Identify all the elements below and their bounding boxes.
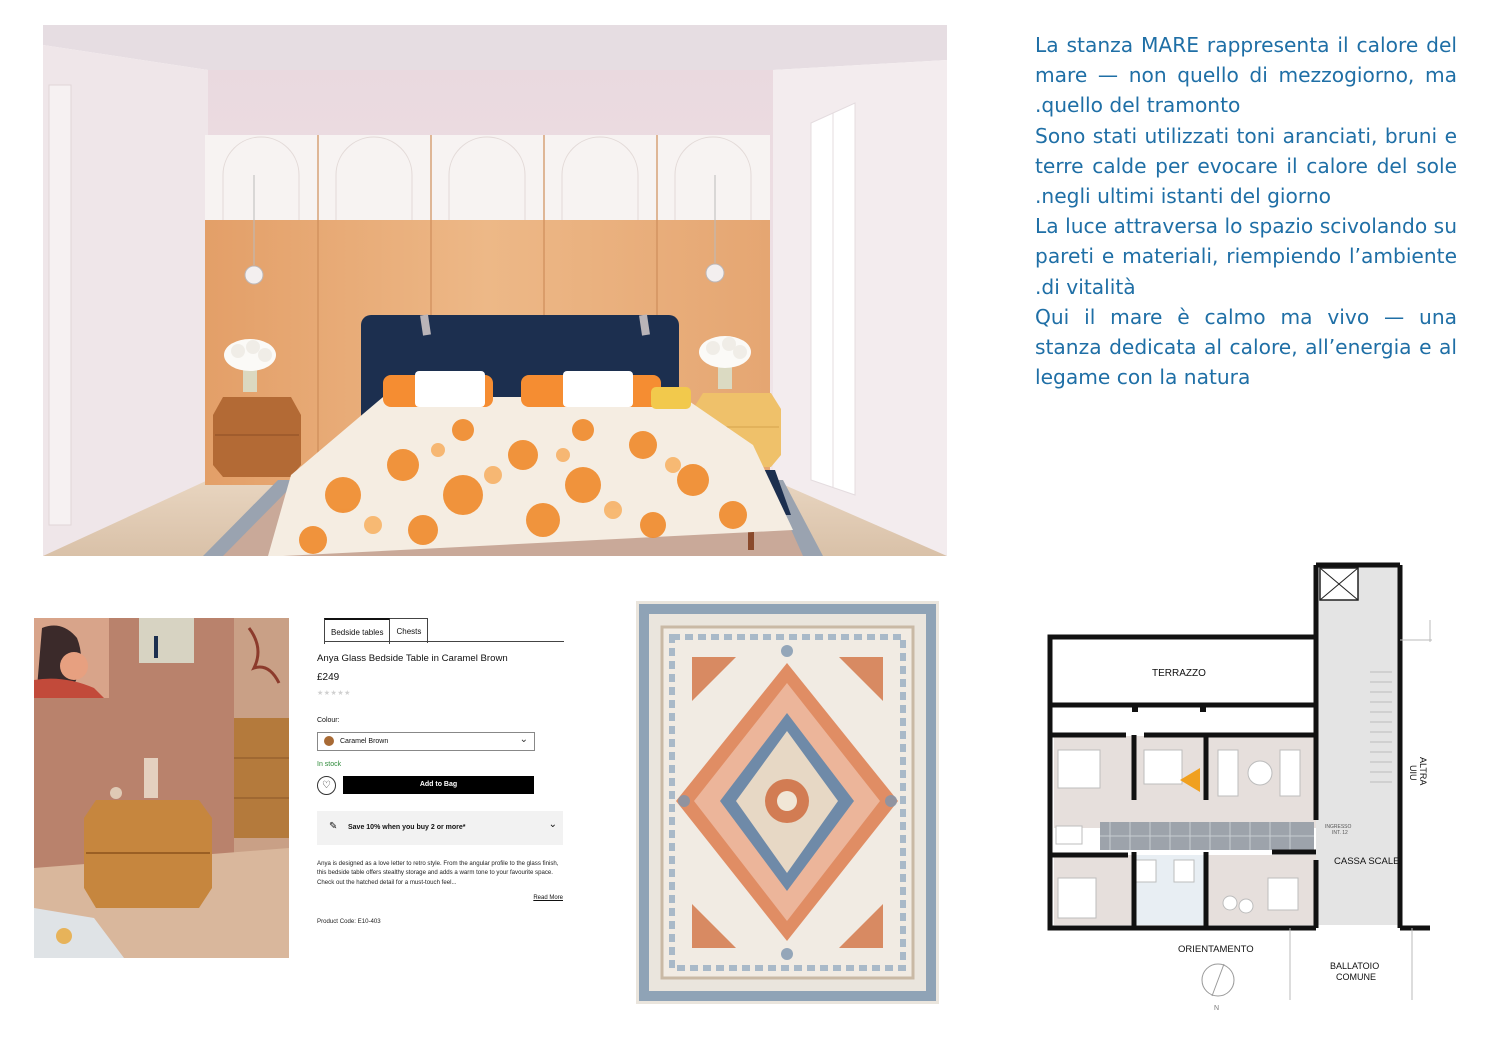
label-comune: COMUNE [1336,972,1376,982]
price-tag-icon: ✎ [329,821,338,832]
bedside-lifestyle-photo [34,618,289,958]
colour-value: Caramel Brown [340,738,389,745]
chevron-down-icon: ⌄ [548,819,557,830]
promo-banner[interactable] [317,811,563,845]
tab-bedside-tables[interactable]: Bedside tables [324,618,390,644]
description-paragraph: La luce attraversa lo spazio scivolando su pareti e materiali, riempiendo l’ambiente .di vitalità [1035,214,1457,299]
product-code: Product Code: E10-403 [317,918,381,925]
product-description: Anya is designed as a love letter to retro style. From the angular profile to the glass finish, this bedside table offers stealthy storage and adds a warm tone to your favourite space. Check out the hatched detail for a must-touch feel... [317,860,559,886]
description-paragraph: Sono stati utilizzati toni aranciati, bruni e terre calde per evocare il calore del sole .negli ultimi istanti del giorno [1035,123,1457,209]
label-ingresso: INGRESSO [1325,824,1352,830]
product-price: £249 [317,672,340,683]
chevron-down-icon: ⌄ [519,734,528,745]
tab-chests[interactable]: Chests [390,618,428,643]
label-north: N [1214,1005,1220,1012]
label-ingresso-int: INT. 12 [1332,830,1348,836]
label-terrazzo: TERRAZZO [1152,668,1206,679]
wishlist-heart-icon[interactable]: ♡ [317,776,336,795]
lifestyle-illustration [34,618,289,958]
product-tabs [324,618,428,642]
bedroom-illustration [43,25,947,556]
label-altra: ALTRA [1418,757,1428,786]
product-title: Anya Glass Bedside Table in Caramel Brown [317,653,508,664]
add-to-bag-button[interactable]: Add to Bag [343,776,534,794]
label-ballatoio: BALLATOIO [1330,961,1380,971]
colour-select[interactable] [317,732,535,751]
floor-plan-drawing [1040,560,1480,1015]
floor-plan [1040,560,1480,1015]
rug-illustration [636,601,939,1004]
bedroom-render [43,25,947,556]
colour-label: Colour: [317,717,340,724]
rating-stars: ★★★★★ [317,690,351,697]
label-orientamento: ORIENTAMENTO [1178,944,1254,955]
label-cassa-scale: CASSA SCALE [1334,856,1400,867]
rug-image [636,601,939,1004]
stock-status: In stock [317,761,342,768]
product-panel [316,616,566,936]
room-description [1035,30,1457,392]
colour-swatch [324,736,334,746]
label-uiu: UIU [1408,765,1418,781]
description-paragraph: La stanza MARE rappresenta il calore del mare — non quello di mezzogiorno, ma .quello del tramonto [1035,33,1457,118]
read-more-link[interactable]: Read More [533,895,563,901]
description-paragraph: Qui il mare è calmo ma vivo — una stanza dedicata al calore, all’energia e al legame con la natura [1035,304,1457,390]
promo-text: Save 10% when you buy 2 or more* [348,824,466,831]
tab-divider [324,641,564,642]
